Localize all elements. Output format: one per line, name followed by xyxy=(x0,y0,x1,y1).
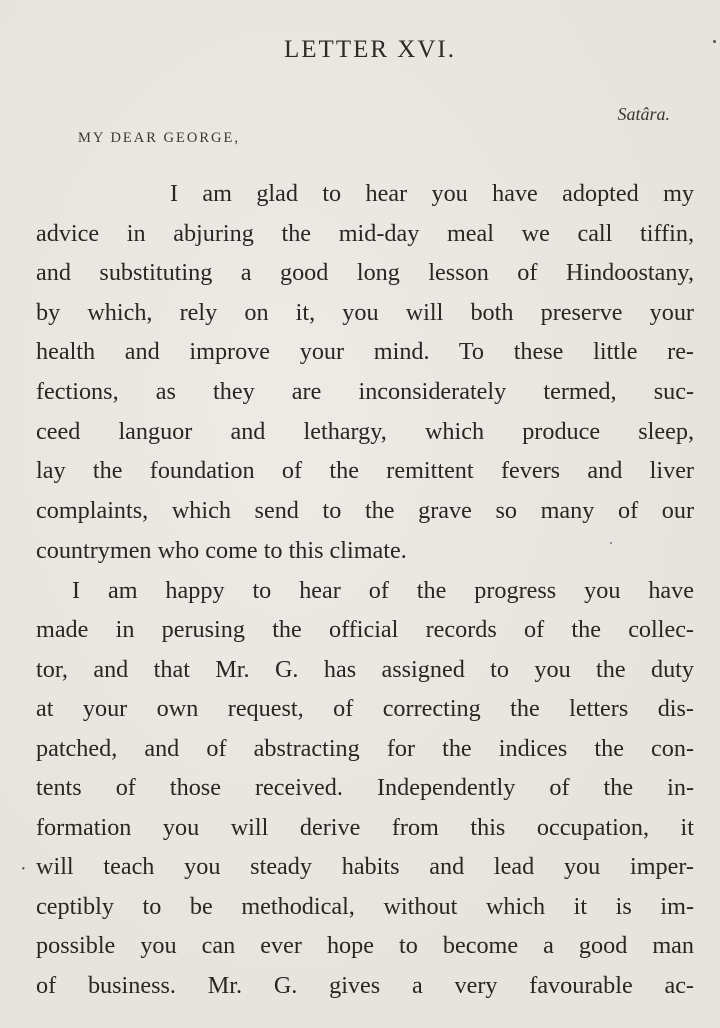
text-line: I am happy to hear of the progress you have xyxy=(72,577,694,604)
text-line: tor, and that Mr. G. has assigned to you the duty xyxy=(36,656,694,683)
text-line: and substituting a good long lesson of Hindoostany, xyxy=(36,259,694,286)
text-line: will teach you steady habits and lead you imper- xyxy=(36,853,694,880)
text-line: possible you can ever hope to become a good man xyxy=(36,932,694,959)
text-line: ceed languor and lethargy, which produce sleep, xyxy=(36,418,694,445)
text-line: fections, as they are inconsiderately termed, suc- xyxy=(36,378,694,405)
text-line: tents of those received. Independently of the in- xyxy=(36,774,694,801)
text-line: lay the foundation of the remittent fevers and liver xyxy=(36,457,694,484)
text-line: countrymen who come to this climate. xyxy=(36,537,407,564)
letter-title: LETTER XVI. xyxy=(284,36,456,63)
text-line: ceptibly to be methodical, without which it is im- xyxy=(36,893,694,920)
text-line: formation you will derive from this occupation, it xyxy=(36,814,694,841)
text-line: by which, rely on it, you will both preserve your xyxy=(36,299,694,326)
text-line: of business. Mr. G. gives a very favourable ac- xyxy=(36,972,694,999)
text-line: patched, and of abstracting for the indices the con- xyxy=(36,735,694,762)
text-line: advice in abjuring the mid-day meal we call tiffin, xyxy=(36,220,694,247)
text-line: at your own request, of correcting the letters dis- xyxy=(36,695,694,722)
text-line: complaints, which send to the grave so many of our xyxy=(36,497,694,524)
text-line: made in perusing the official records of the collec- xyxy=(36,616,694,643)
text-line: I am glad to hear you have adopted my xyxy=(170,180,694,207)
letter-place: Satâra. xyxy=(617,104,670,124)
margin-mark: · xyxy=(20,858,27,880)
letter-salutation: MY DEAR GEORGE, xyxy=(78,130,240,146)
text-line: health and improve your mind. To these little re- xyxy=(36,338,694,365)
